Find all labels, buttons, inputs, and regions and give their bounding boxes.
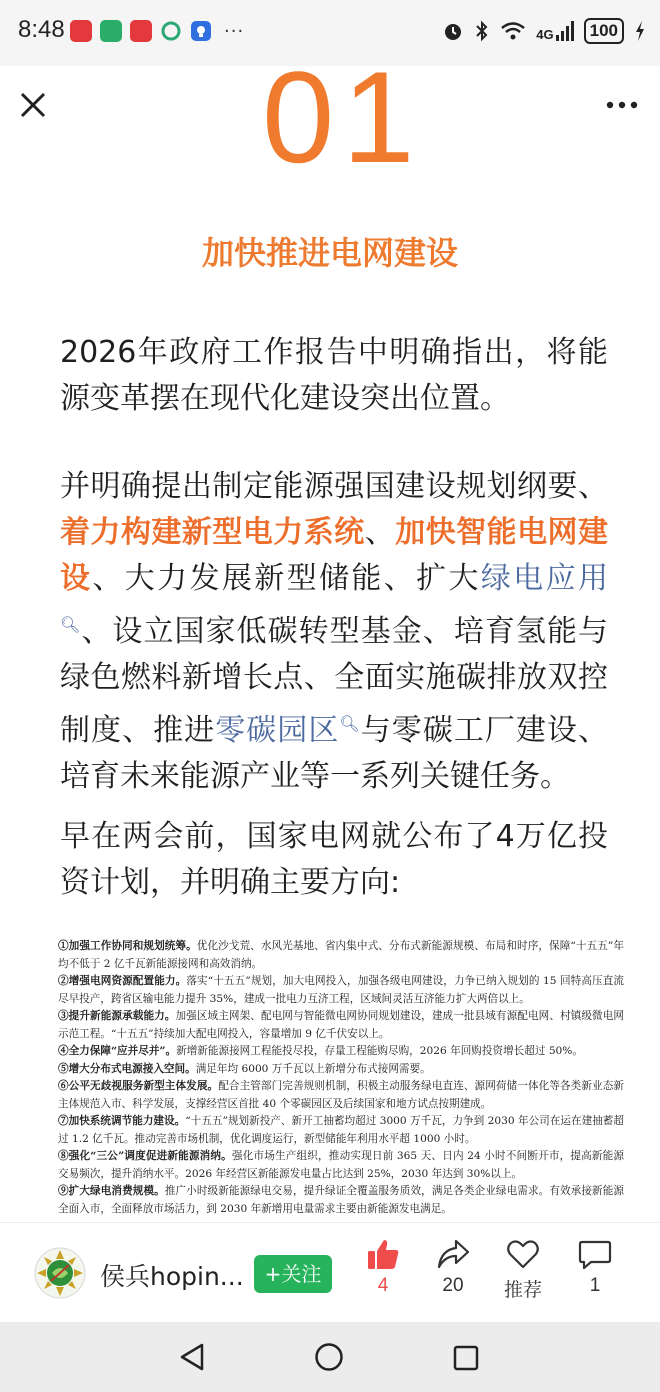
wechat-icon [100,20,122,42]
doc-item: ②增强电网资源配置能力。落实“十五五”规划，加大电网投入，加强各级电网建设，力争已纳入规划的 15 回特高压直流尽早投产，跨省区输电能力提升 35%，建成一批电力互济工程，区域间灵活互济能力扩大两倍以上。 [58,975,625,1005]
like-count: 4 [377,1275,389,1296]
document-image[interactable] [58,938,624,1222]
paragraph-3: 早在两会前，国家电网就公布了4万亿投资计划，并明确主要方向: [60,819,608,900]
share-count: 20 [442,1275,464,1296]
p2-text-5: 与零碳工厂建设、培育未来能源产业等一系列关键任务。 [60,713,609,794]
home-icon[interactable] [314,1342,344,1372]
close-icon[interactable] [16,88,50,122]
share-button[interactable] [420,1237,486,1297]
signal-icon [556,21,574,41]
bulb-app-icon [190,20,212,42]
link-zero-carbon-park[interactable]: 零碳园区 [215,713,340,748]
link-green-power[interactable]: 绿电应用 [480,561,608,596]
notification-icons [70,20,244,42]
green-app-icon [160,20,182,42]
highlight-power-system: 着力构建新型电力系统 [60,515,365,550]
heart-icon [506,1237,540,1271]
paragraph-1: 2026年政府工作报告中明确指出，将能源变革摆在现代化建设突出位置。 [60,335,608,416]
p2-text-1: 并明确提出制定能源强国建设规划纲要、 [60,469,608,504]
follow-button[interactable]: +关注 [254,1255,332,1293]
recommend-label: 推荐 [503,1280,542,1301]
section-number: 01 [262,44,423,190]
search-icon[interactable]: 🔍︎ [60,615,82,634]
recent-apps-icon[interactable] [452,1344,480,1372]
article-content [0,44,660,1222]
doc-item: ⑦加快系统调节能力建设。“十五五”规划新投产、新开工抽蓄均超过 3000 万千瓦，力争到 2030 年公司在运在建抽蓄超过 1.2 亿千瓦。推动完善市场机制，优化调度运行，新型储能年利用水平超 1000 小时。 [58,1115,624,1145]
author-name[interactable]: 侯兵hopin... [100,1262,244,1291]
doc-item: ①加强工作协同和规划统筹。优化沙戈荒、水风光基地、省内集中式、分布式新能源规模、布局和时序，保障“十五五”年均不低于 2 亿千瓦新能源接网和高效消纳。 [58,940,624,970]
p2-text-2: 、 [364,515,396,550]
section-title: 加快推进电网建设 [201,234,458,272]
system-nav-bar [0,1322,660,1392]
doc-item: ⑧强化“三公”调度促进新能源消纳。强化市场生产组织，推动实现日前 365 天、日内 24 小时不间断开市，提高新能源交易频次，提升消纳水平。2026 年经营区新能源发电量占比达到 25%，2030 年达到 30%以上。 [58,1150,624,1180]
paragraph-2 [60,464,608,800]
share-icon [436,1237,470,1271]
huawei-app-icon-2 [130,20,152,42]
status-time: 8:48 [18,16,65,43]
p2-text-3: 、大力发展新型储能、扩大 [92,561,481,596]
huawei-app-icon [70,20,92,42]
network-type: 4G [536,27,554,42]
like-button[interactable] [350,1237,416,1297]
highlight-smart-grid: 加快智能电网建设 [60,515,609,596]
cellular-signal [536,21,573,41]
doc-item: ⑥公平无歧视服务新型主体发展。配合主管部门完善规则机制，积极主动服务绿电直连、源网荷储一体化等各类新业态新主体规范入市、科学发展，支撑经营区首批 40 个零碳园区及后续国家和地方试点按期建成。 [58,1080,625,1110]
recommend-button[interactable] [490,1237,556,1302]
charging-icon [634,20,646,42]
more-options-icon[interactable] [602,88,642,122]
comment-button[interactable] [562,1237,628,1297]
thumbs-up-icon [366,1237,400,1271]
comment-count: 1 [589,1275,601,1296]
doc-item: ⑤增大分布式电源接入空间。满足年均 6000 万千瓦以上新增分布式接网需要。 [58,1062,431,1075]
system-status [442,18,646,44]
back-icon[interactable] [178,1342,208,1372]
battery-indicator: 100 [584,18,624,44]
doc-item: ⑨扩大绿电消费规模。推广小时级新能源绿电交易，提升绿证全覆盖服务质效，满足各类企业绿电需求。有效承接新能源全面入市，全面释放市场活力，到 2030 年新增用电量需求主要由新能源发电满足。 [58,1185,624,1215]
author-avatar[interactable] [34,1247,86,1299]
alarm-icon [442,20,464,42]
more-notifications-icon: ··· [224,20,245,42]
doc-item: ④全力保障“应并尽并”。新增新能源接网工程能投尽投，存量工程能购尽购，2026 年回购投资增长超过 50%。 [58,1045,583,1057]
search-icon[interactable]: 🔍︎ [339,714,361,733]
bottom-action-bar [0,1222,660,1322]
bluetooth-icon [474,20,490,42]
comment-icon [578,1237,612,1271]
doc-item: ③提升新能源承载能力。加强区域主网架、配电网与智能微电网协同规划建设，建成一批县域有源配电网、村镇级微电网示范工程。“十五五”持续加大配电网投入，容量增加 9 亿千伏安以上。 [58,1010,625,1040]
p2-text-4: 、设立国家低碳转型基金、培育氢能与绿色燃料新增长点、全面实施碳排放双控制度、推进 [60,614,609,748]
wifi-icon [500,20,526,42]
